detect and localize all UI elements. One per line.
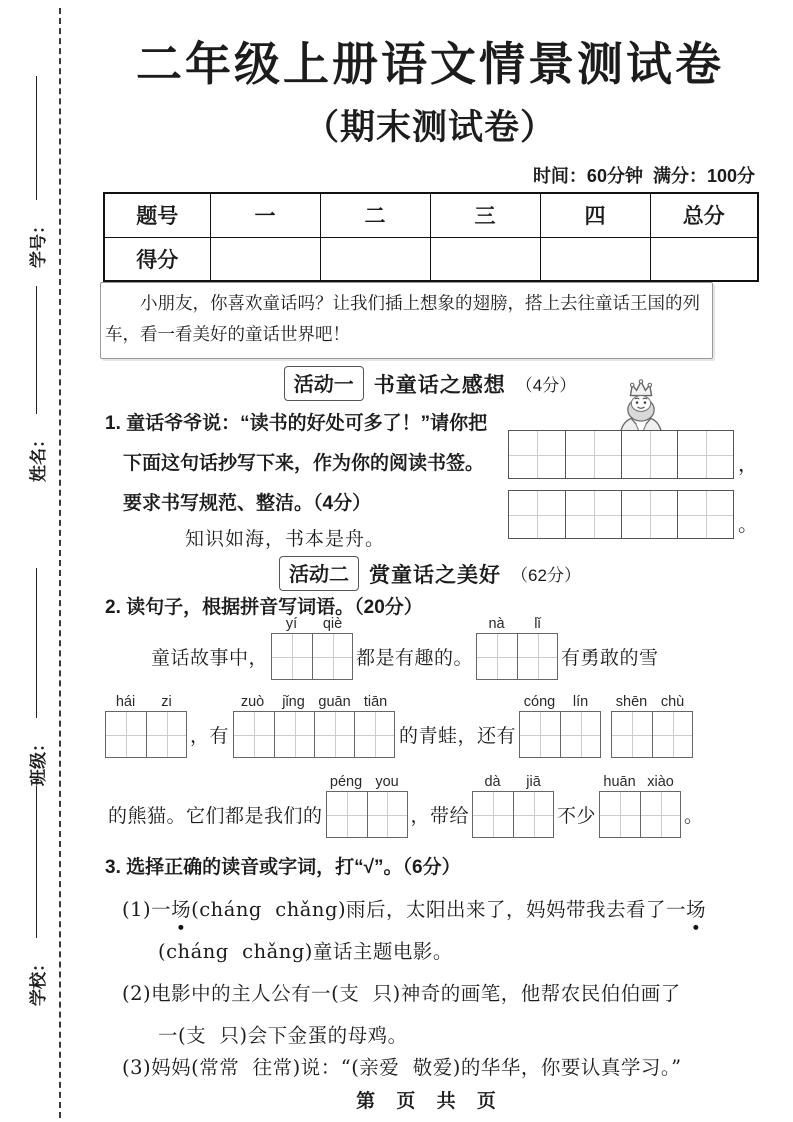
score-table-header-cell: 总分	[650, 193, 758, 237]
answer-cell[interactable]	[477, 634, 517, 679]
q2-text: ，带给	[410, 805, 470, 827]
writing-cell[interactable]	[565, 431, 621, 478]
pinyin-syllable: yí	[285, 616, 298, 632]
score-table-header-cell: 一	[210, 193, 320, 237]
q2-line1	[148, 616, 662, 680]
q2-text: 有勇敢的雪	[561, 647, 659, 669]
student-school-blank-line[interactable]	[36, 786, 37, 938]
answer-cell[interactable]	[612, 712, 652, 757]
intro-box	[100, 282, 713, 359]
activity2-title: 赏童话之美好	[369, 563, 502, 587]
q3-item1-pre: (1)一	[122, 898, 172, 921]
student-class-blank-line[interactable]	[36, 568, 37, 718]
writing-cell[interactable]	[509, 431, 565, 478]
time-score-meta: 时间：60分钟 满分：100分	[532, 166, 755, 186]
q2-text: 的熊猫。它们都是我们的	[108, 805, 323, 827]
pinyin-syllable: guān	[318, 694, 351, 710]
q1-writing-grid-row2	[508, 490, 758, 539]
pinyin-box-huanxiao[interactable]	[599, 774, 681, 838]
activity1-points: （4分）	[515, 376, 577, 395]
answer-cell[interactable]	[367, 792, 407, 837]
answer-cell[interactable]	[652, 712, 692, 757]
student-class-label: 班级：	[28, 735, 48, 786]
student-name-field	[10, 286, 62, 482]
student-class-field	[10, 568, 62, 786]
page-footer: 第 页 共 页	[356, 1091, 504, 1112]
writing-cell[interactable]	[565, 491, 621, 538]
pinyin-syllable: qiè	[322, 616, 343, 632]
pinyin-syllable: zuò	[240, 694, 265, 710]
score-blank-cell[interactable]	[320, 237, 430, 281]
writing-cell[interactable]	[677, 431, 733, 478]
pinyin-syllable: shēn	[615, 694, 648, 710]
pinyin-syllable: lín	[572, 694, 589, 710]
pinyin-box-shenchu[interactable]	[611, 694, 693, 758]
activity2-points: （62分）	[511, 566, 581, 585]
score-table-header-cell: 二	[320, 193, 430, 237]
q2-line2	[105, 694, 693, 758]
q2-text: ，有	[190, 725, 230, 747]
pinyin-box-yiqie[interactable]	[271, 616, 353, 680]
pinyin-box-zuojingguantian[interactable]	[232, 694, 396, 758]
q2-prompt: 2. 读句子，根据拼音写词语。（20分）	[105, 597, 423, 618]
pinyin-syllable: lǐ	[534, 616, 541, 632]
pinyin-box-haizi[interactable]	[105, 694, 187, 758]
activity1-title: 书童话之感想	[373, 373, 506, 397]
pinyin-syllable: chù	[660, 694, 685, 710]
q2-line3	[105, 774, 707, 838]
q3-item1-emphasized-char: 场 ●	[686, 894, 706, 922]
pinyin-box-conglin[interactable]	[519, 694, 601, 758]
score-table-header-row	[104, 193, 758, 237]
answer-cell[interactable]	[314, 712, 354, 757]
score-table-header-cell: 四	[540, 193, 650, 237]
score-table	[103, 192, 759, 282]
score-blank-cell[interactable]	[430, 237, 540, 281]
answer-cell[interactable]	[274, 712, 314, 757]
q1-writing-grid-row1	[508, 430, 758, 479]
pinyin-syllable: péng	[329, 774, 363, 790]
writing-cell[interactable]	[677, 491, 733, 538]
writing-cell[interactable]	[509, 491, 565, 538]
q2-text: 童话故事中，	[151, 647, 269, 669]
q3-item1-line2: (cháng chǎng)童话主题电影。	[158, 940, 453, 963]
page-subtitle: （期末测试卷）	[303, 108, 556, 147]
student-name-label: 姓名：	[28, 431, 48, 482]
pinyin-syllable: hái	[115, 694, 136, 710]
q3-item2-line2: 一(支 只)会下金蛋的母鸡。	[158, 1024, 408, 1047]
pinyin-syllable: huān	[603, 774, 636, 790]
student-id-blank-line[interactable]	[36, 76, 37, 200]
pinyin-syllable: tiān	[363, 694, 388, 710]
q1-line2: 下面这句话抄写下来，作为你的阅读书签。	[123, 453, 485, 474]
activity2-badge: 活动二	[279, 556, 359, 591]
answer-cell[interactable]	[312, 634, 352, 679]
student-id-label: 学号：	[28, 217, 48, 268]
answer-cell[interactable]	[520, 712, 560, 757]
pinyin-syllable: nà	[488, 616, 505, 632]
answer-cell[interactable]	[560, 712, 600, 757]
q3-item1-line1	[122, 894, 706, 922]
score-label-cell: 得分	[104, 237, 210, 281]
pinyin-syllable: jǐng	[282, 694, 305, 710]
answer-cell[interactable]	[517, 634, 557, 679]
activity2-heading	[100, 556, 760, 591]
answer-cell[interactable]	[513, 792, 553, 837]
answer-cell[interactable]	[234, 712, 274, 757]
q2-text: 的青蛙，还有	[399, 725, 517, 747]
pinyin-syllable: xiào	[647, 774, 674, 790]
writing-cell[interactable]	[621, 491, 677, 538]
pinyin-syllable: dà	[484, 774, 501, 790]
answer-cell[interactable]	[640, 792, 680, 837]
writing-cell[interactable]	[621, 431, 677, 478]
q1-row2-punctuation: 。	[738, 512, 758, 536]
student-school-label: 学校：	[28, 955, 48, 1006]
q1-row1-punctuation: ，	[738, 452, 758, 476]
pinyin-syllable: you	[375, 774, 399, 790]
q1-grid-row2-boxes[interactable]	[508, 490, 734, 539]
answer-cell[interactable]	[600, 792, 640, 837]
pinyin-syllable: jiā	[526, 774, 541, 790]
pinyin-syllable: cóng	[523, 694, 556, 710]
q3-item3-line1: (3)妈妈(常常 往常)说：“(亲爱 敬爱)的华华，你要认真学习。”	[122, 1056, 682, 1079]
q2-text: 不少	[557, 805, 597, 827]
page-title: 二年级上册语文情景测试卷	[136, 38, 724, 90]
student-school-field	[10, 786, 62, 1006]
answer-cell[interactable]	[272, 634, 312, 679]
answer-cell[interactable]	[327, 792, 367, 837]
q3-prompt: 3. 选择正确的读音或字词，打“√”。（6分）	[105, 857, 461, 878]
pinyin-box-pengyou[interactable]	[326, 774, 408, 838]
score-table-score-row	[104, 237, 758, 281]
q2-text: 。	[684, 805, 704, 827]
storyteller-king-illustration	[612, 378, 670, 436]
activity1-badge: 活动一	[284, 366, 364, 401]
pinyin-box-nali[interactable]	[476, 616, 558, 680]
score-blank-cell[interactable]	[650, 237, 758, 281]
score-blank-cell[interactable]	[540, 237, 650, 281]
q2-text: 都是有趣的。	[356, 647, 474, 669]
q1-line3: 要求书写规范、整洁。（4分）	[123, 493, 372, 514]
q3-item2-line1: (2)电影中的主人公有一(支 只)神奇的画笔，他帮农民伯伯画了	[122, 982, 681, 1005]
answer-cell[interactable]	[106, 712, 146, 757]
question-1	[100, 402, 760, 552]
answer-cell[interactable]	[146, 712, 186, 757]
score-blank-cell[interactable]	[210, 237, 320, 281]
score-table-header-cell: 三	[430, 193, 540, 237]
answer-cell[interactable]	[473, 792, 513, 837]
student-id-field	[10, 76, 62, 268]
q1-copy-sentence: 知识如海，书本是舟。	[185, 528, 386, 550]
q1-grid-row1-boxes[interactable]	[508, 430, 734, 479]
q3-item1-emphasized-char: 场 ●	[171, 894, 191, 922]
student-name-blank-line[interactable]	[36, 286, 37, 414]
q3-item1-mid: (cháng chǎng)雨后，太阳出来了，妈妈带我去看了一	[191, 898, 687, 921]
pinyin-box-dajia[interactable]	[472, 774, 554, 838]
intro-text: 小朋友，你喜欢童话吗？让我们插上想象的翅膀，搭上去往童话王国的列车，看一看美好的童话世界吧！	[105, 294, 700, 345]
answer-cell[interactable]	[354, 712, 394, 757]
q1-line1: 1. 童话爷爷说：“读书的好处可多了！”请你把	[105, 413, 488, 434]
score-table-header-cell: 题号	[104, 193, 210, 237]
pinyin-syllable: zi	[161, 694, 172, 710]
